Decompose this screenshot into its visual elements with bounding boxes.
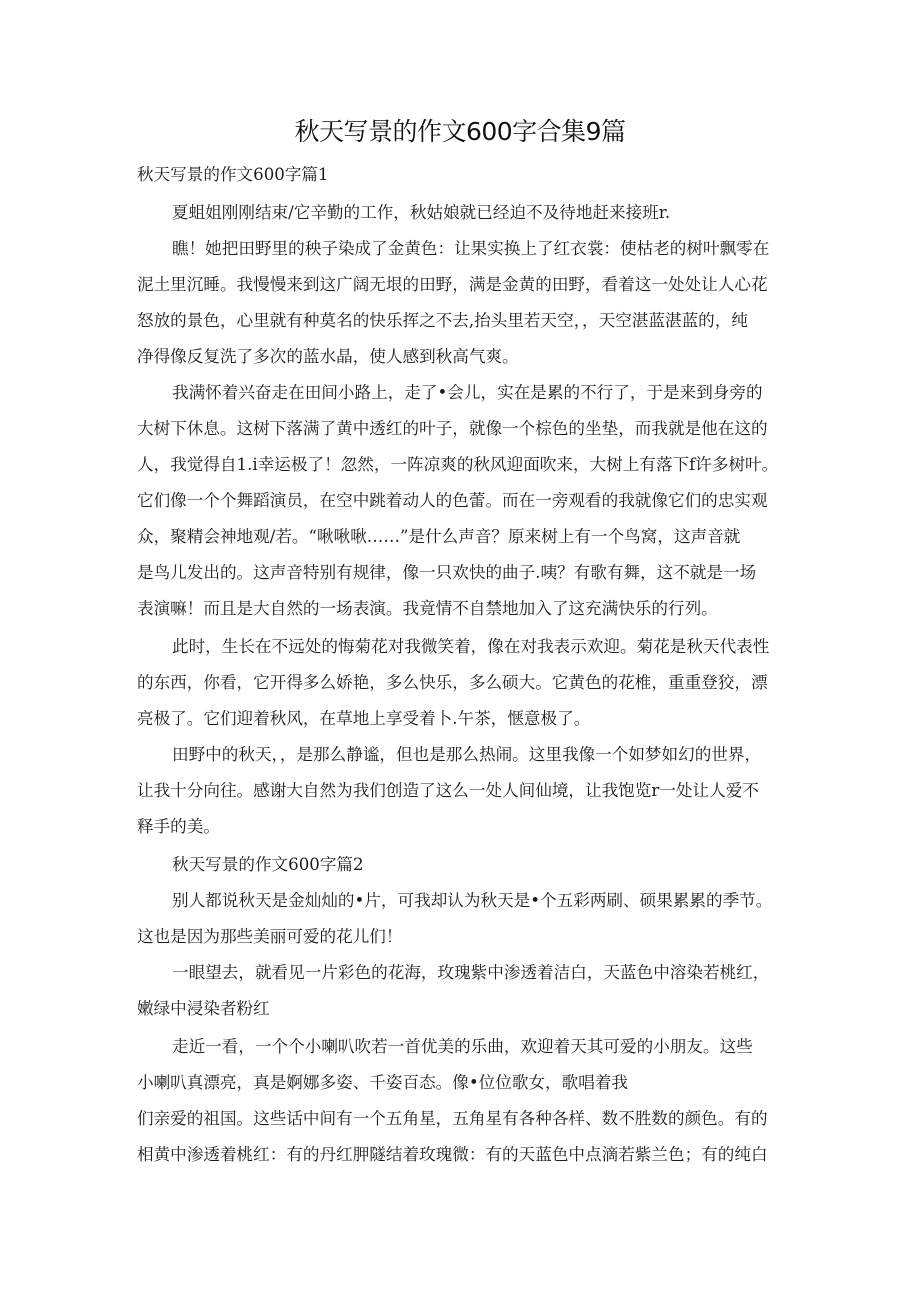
section-heading-2: 秋天写景的作文600字篇2 bbox=[172, 855, 364, 874]
paragraph-line: 相黄中渗透着桃红：有的丹红胛隧结着玫瑰微：有的天蓝色中点滴若紫兰色；有的纯白 bbox=[137, 1145, 768, 1164]
paragraph-line: 泥土里沉睡。我慢慢来到这广阔无垠的田野，满是金黄的田野，看着这一处处让人心花 bbox=[137, 275, 768, 294]
paragraph-line: 让我十分向往。感谢大自然为我们创造了这么一处人间仙境，让我饱览r一处让人爱不 bbox=[137, 781, 759, 800]
paragraph-line: 此时，生长在不远处的悔菊花对我微笑着，像在对我表示欢迎。菊花是秋天代表性 bbox=[172, 637, 770, 656]
paragraph-line: 夏蛆姐刚刚结束/它辛勤的工作，秋姑娘就已经迫不及待地赶来接班r. bbox=[172, 203, 671, 222]
paragraph-line: 嫩绿中浸染者粉红 bbox=[137, 999, 270, 1018]
paragraph-line: 别人都说秋天是金灿灿的•片，可我却认为秋天是•个五彩两刷、硕果累累的季节。 bbox=[172, 891, 773, 910]
paragraph-line: 的东西，你看，它开得多么娇艳，多么快乐，多么硕大。它黄色的花椎，重重登狡，漂 bbox=[137, 673, 768, 692]
paragraph-line: 人，我觉得自1.i幸运极了！忽然，一阵凉爽的秋风迎面吹来，大树上有落下f许多树叶。 bbox=[137, 455, 779, 474]
section-heading-1: 秋天写景的作文600字篇1 bbox=[137, 165, 329, 184]
paragraph-line: 怒放的景色，心里就有种莫名的快乐挥之不去,抬头里若天空，，天空湛蓝湛蓝的，纯 bbox=[137, 311, 748, 330]
document-title: 秋天写景的作文600字合集9篇 bbox=[294, 117, 626, 146]
paragraph-line: 们亲爱的祖国。这些话中间有一个五角星，五角星有各种各样、数不胜数的颜色。有的 bbox=[137, 1109, 768, 1128]
paragraph-line: 田野中的秋天，，是那么静谧，但也是那么热闹。这里我像一个如梦如幻的世界， bbox=[172, 745, 762, 764]
paragraph-line: 净得像反复洗了多次的蓝水晶，使人感到秋高气爽。 bbox=[137, 347, 519, 366]
paragraph-line: 大树下休息。这树下落满了黄中透红的叶子，就像一个棕色的坐垫，而我就是他在这的 bbox=[137, 419, 768, 438]
paragraph-line: 它们像一个个舞蹈演员，在空中跳着动人的色蕾。而在一旁观看的我就像它们的忠实观 bbox=[137, 491, 768, 510]
paragraph-line: 小喇叭真漂亮，真是婀娜多姿、千姿百态。像•位位歌女，歌唱着我 bbox=[137, 1073, 629, 1092]
paragraph-line: 是鸟儿发出的。这声音特别有规律，像一只欢快的曲子.咦？有歌有舞，这不就是一场 bbox=[137, 563, 757, 582]
paragraph-line: 一眼望去，就看见一片彩色的花海，玫瑰紫中渗透着洁白，天蓝色中溶染若桃红， bbox=[172, 963, 770, 982]
paragraph-line: 释手的美。 bbox=[137, 817, 220, 836]
paragraph-line: 我满怀着兴奋走在田间小路上，走了•会儿，实在是累的不行了，于是来到身旁的 bbox=[172, 383, 763, 402]
paragraph-line: 瞧！她把田野里的秧子染成了金黄色：让果实换上了红衣裳：使枯老的树叶飘零在 bbox=[172, 239, 770, 258]
paragraph-line: 众，聚精会神地观/若。“啾啾啾……”是什么声音？原来树上有一个鸟窝，这声音就 bbox=[137, 527, 741, 546]
paragraph-line: 走近一看，一个个小喇叭吹若一首优美的乐曲，欢迎着天其可爱的小朋友。这些 bbox=[172, 1037, 753, 1056]
paragraph-line: 表演嘛！而且是大自然的一场表演。我竟情不自禁地加入了这充满快乐的行列。 bbox=[137, 599, 718, 618]
paragraph-line: 亮极了。它们迎着秋风，在草地上享受着卜.午茶，惬意极了。 bbox=[137, 709, 591, 728]
paragraph-line: 这也是因为那些美丽可爱的花儿们！ bbox=[137, 927, 403, 946]
